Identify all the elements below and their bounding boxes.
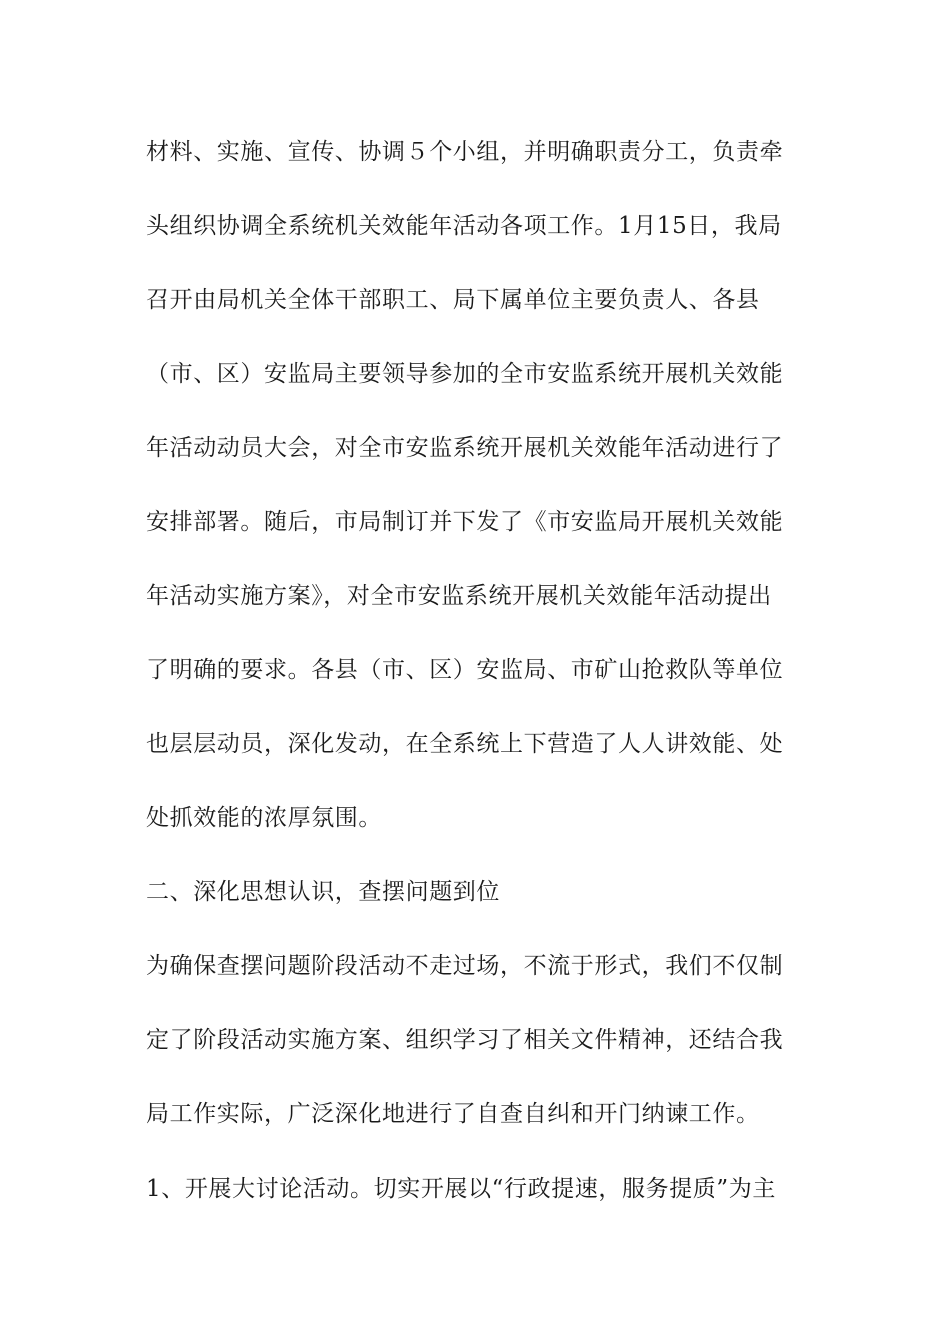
text-line: 为确保查摆问题阶段活动不走过场，不流于形式，我们不仅制 xyxy=(146,953,784,979)
text-line: （市、区）安监局主要领导参加的全市安监系统开展机关效能 xyxy=(146,361,784,387)
section-heading: 二、深化思想认识，查摆问题到位 xyxy=(146,879,500,905)
text-line: 年活动实施方案》，对全市安监系统开展机关效能年活动提出 xyxy=(146,583,772,609)
text-line: 年活动动员大会，对全市安监系统开展机关效能年活动进行了 xyxy=(146,435,784,461)
text-line: 安排部署。随后，市局制订并下发了《市安监局开展机关效能 xyxy=(146,509,784,535)
text-line: 处抓效能的浓厚氛围。 xyxy=(146,805,382,831)
text-line: 也层层动员，深化发动，在全系统上下营造了人人讲效能、处 xyxy=(146,731,784,757)
text-line: 召开由局机关全体干部职工、局下属单位主要负责人、各县 xyxy=(146,287,760,313)
text-line: 定了阶段活动实施方案、组织学习了相关文件精神，还结合我 xyxy=(146,1027,784,1053)
text-line: 头组织协调全系统机关效能年活动各项工作。1月15日，我局 xyxy=(146,213,782,239)
text-line: 1、开展大讨论活动。切实开展以“行政提速，服务提质”为主 xyxy=(146,1176,776,1202)
text-line: 了明确的要求。各县（市、区）安监局、市矿山抢救队等单位 xyxy=(146,657,784,683)
text-line: 材料、实施、宣传、协调５个小组，并明确职责分工，负责牵 xyxy=(146,139,784,165)
text-line: 局工作实际，广泛深化地进行了自查自纠和开门纳谏工作。 xyxy=(146,1101,760,1127)
